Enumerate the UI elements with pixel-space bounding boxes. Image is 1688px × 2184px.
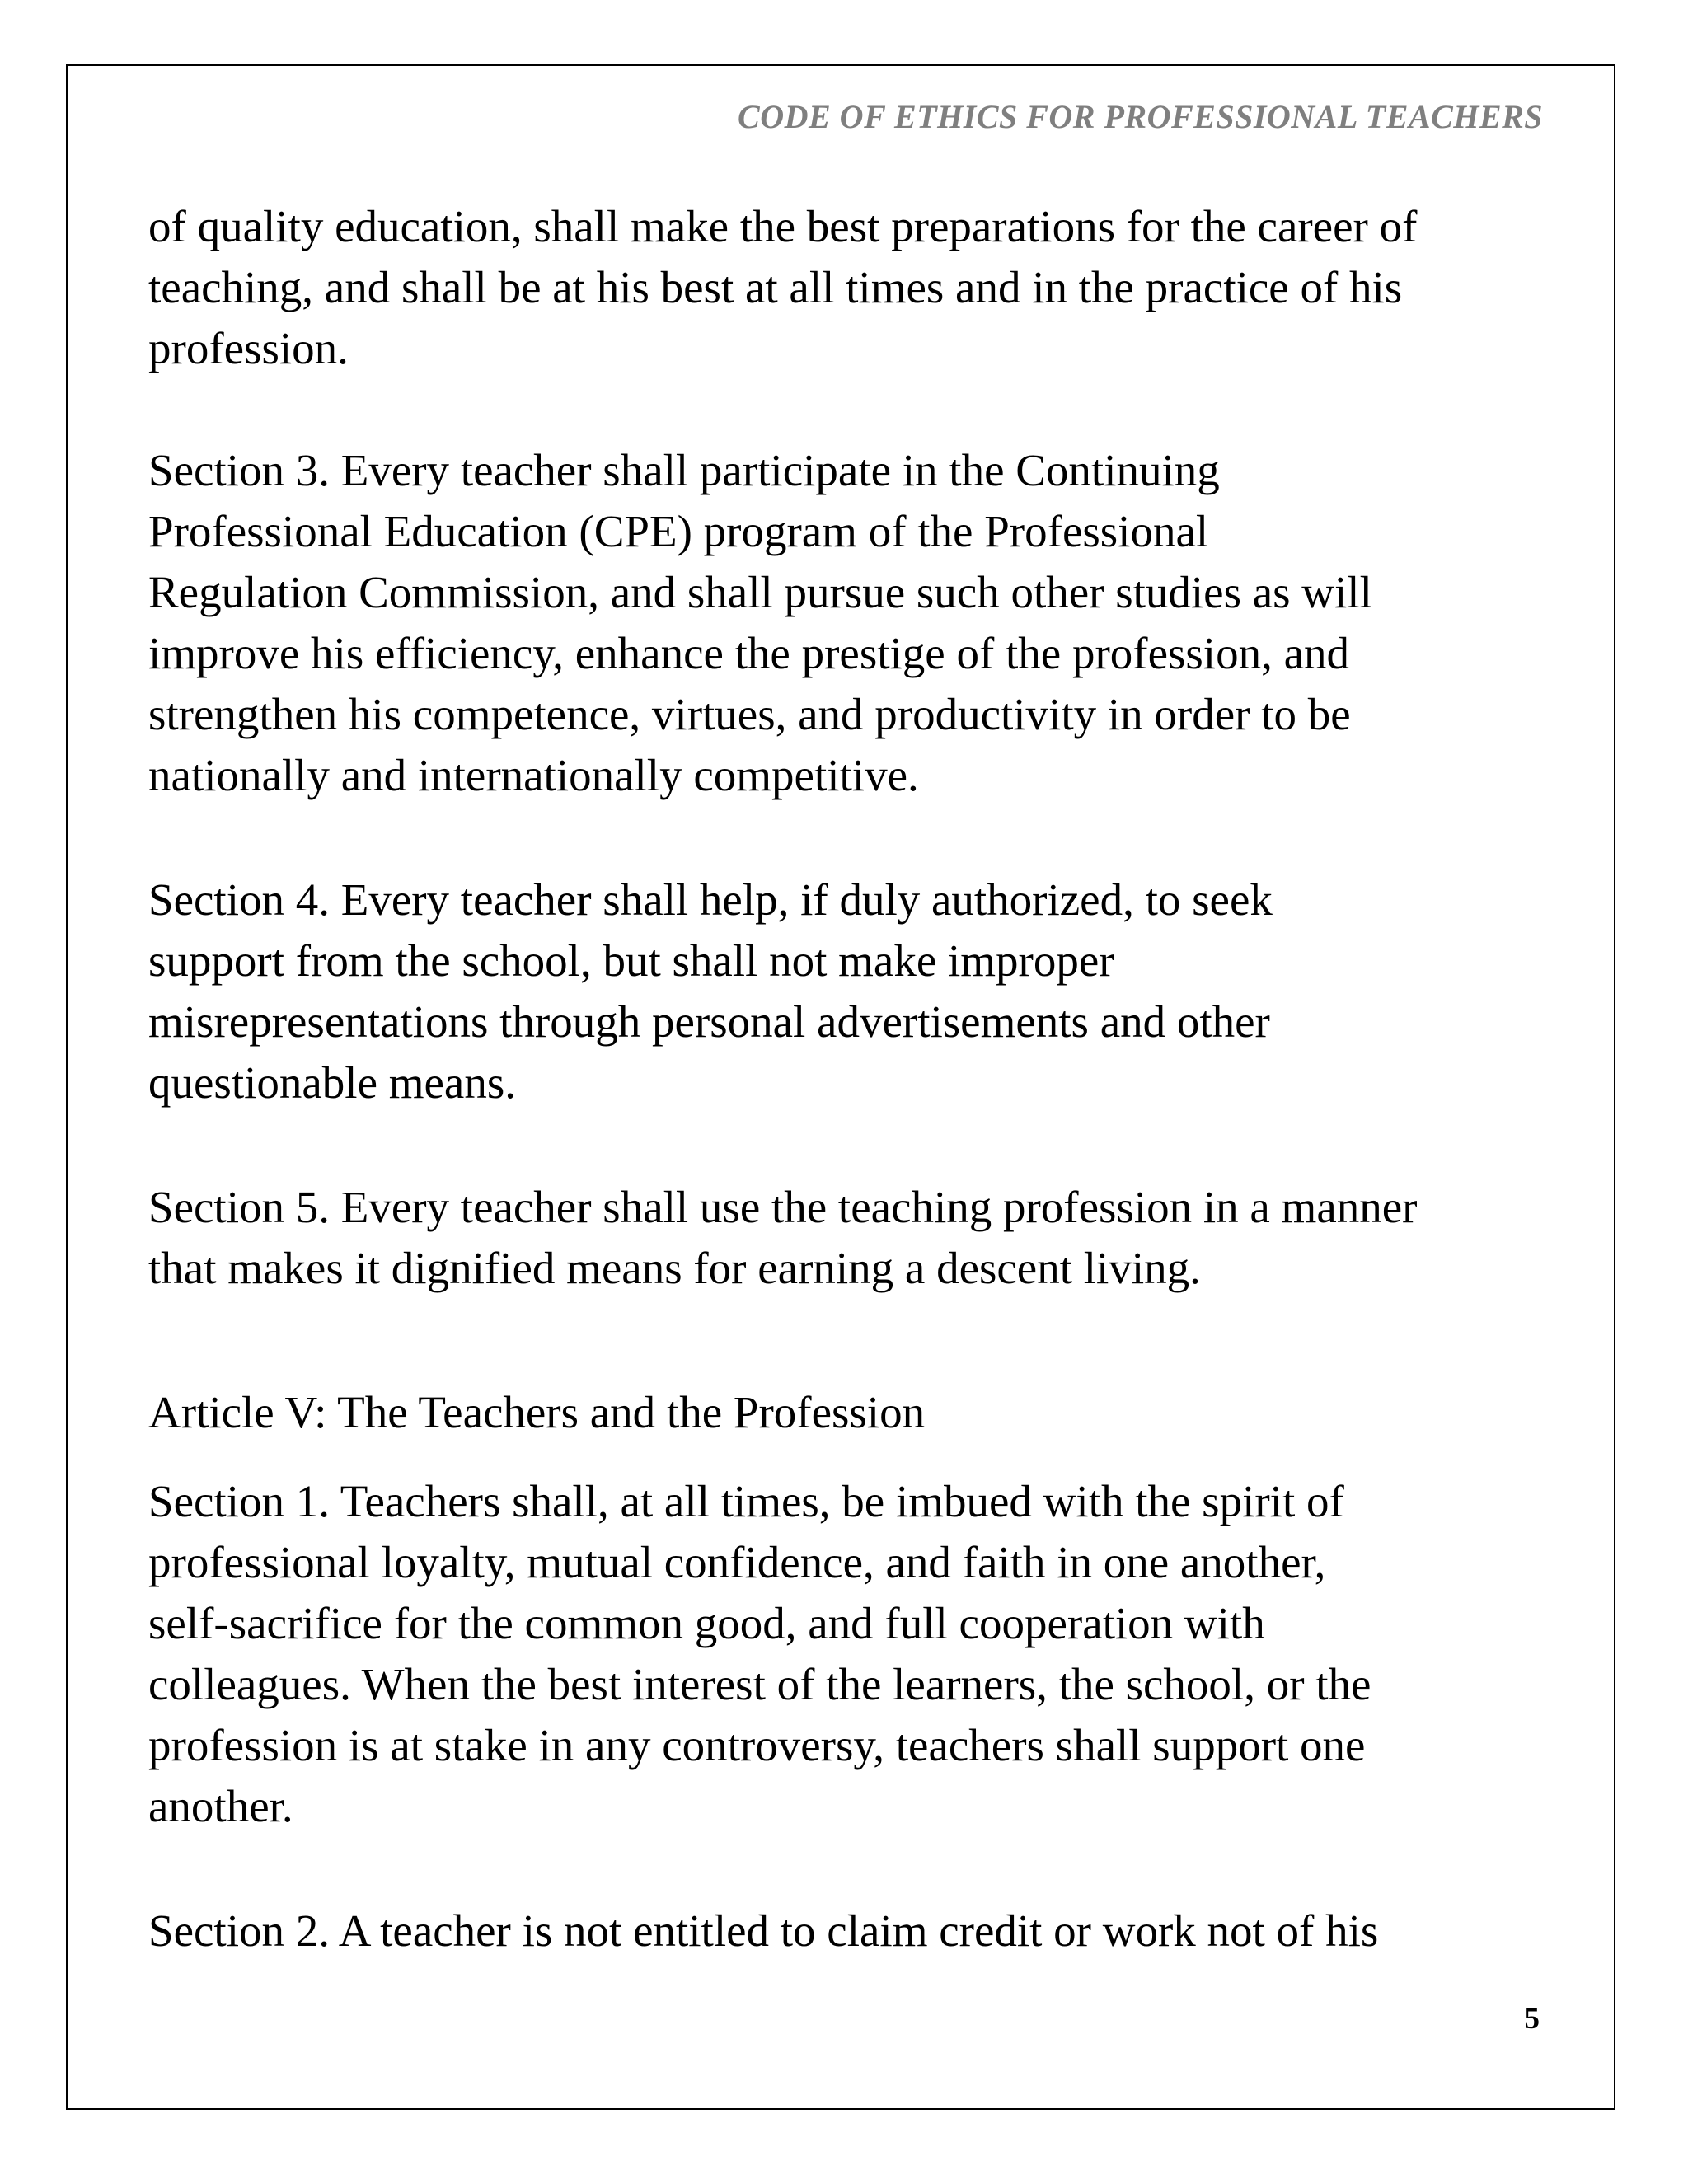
paragraph-line: improve his efficiency, enhance the prestige of the profession, and: [148, 628, 1349, 678]
paragraph-line: another.: [148, 1781, 293, 1831]
paragraph-line: questionable means.: [148, 1057, 516, 1108]
page-number: 5: [1524, 2002, 1540, 2036]
paragraph-line: of quality education, shall make the best preparations for the career of: [148, 201, 1418, 251]
article-section-2-paragraph: [148, 1900, 1566, 1961]
running-header: CODE OF ETHICS FOR PROFESSIONAL TEACHERS: [738, 98, 1543, 135]
paragraph-line: professional loyalty, mutual confidence, and faith in one another,: [148, 1537, 1326, 1587]
paragraph-line: strengthen his competence, virtues, and productivity in order to be: [148, 689, 1351, 739]
paragraph-line: profession.: [148, 323, 349, 373]
paragraph-line: teaching, and shall be at his best at all times and in the practice of his: [148, 262, 1403, 312]
article-heading: [148, 1382, 1566, 1443]
paragraph-line: Section 1. Teachers shall, at all times, be imbued with the spirit of: [148, 1476, 1344, 1526]
paragraph-line: colleagues. When the best interest of the learners, the school, or the: [148, 1659, 1372, 1709]
paragraph-line: Section 4. Every teacher shall help, if duly authorized, to seek: [148, 874, 1273, 925]
paragraph-line: that makes it dignified means for earning a descent living.: [148, 1243, 1201, 1293]
section-5-paragraph: [148, 1177, 1566, 1299]
paragraph-line: self-sacrifice for the common good, and full cooperation with: [148, 1598, 1265, 1648]
section-3-paragraph: [148, 440, 1566, 806]
paragraph-line: Regulation Commission, and shall pursue such other studies as will: [148, 567, 1372, 617]
paragraph-line: Section 5. Every teacher shall use the teaching profession in a manner: [148, 1182, 1418, 1232]
article-section-1-paragraph: [148, 1471, 1566, 1837]
section-4-paragraph: [148, 869, 1566, 1113]
article-heading-text: Article V: The Teachers and the Profession: [148, 1387, 926, 1437]
paragraph-line: Professional Education (CPE) program of the Professional: [148, 506, 1209, 556]
paragraph-line: support from the school, but shall not make improper: [148, 935, 1114, 986]
paragraph-line: profession is at stake in any controversy, teachers shall support one: [148, 1720, 1366, 1770]
continuation-paragraph: [148, 196, 1566, 379]
paragraph-line: Section 3. Every teacher shall participate in the Continuing: [148, 445, 1220, 495]
paragraph-line: Section 2. A teacher is not entitled to claim credit or work not of his: [148, 1905, 1379, 1956]
paragraph-line: misrepresentations through personal advertisements and other: [148, 996, 1270, 1047]
paragraph-line: nationally and internationally competitive.: [148, 750, 919, 800]
